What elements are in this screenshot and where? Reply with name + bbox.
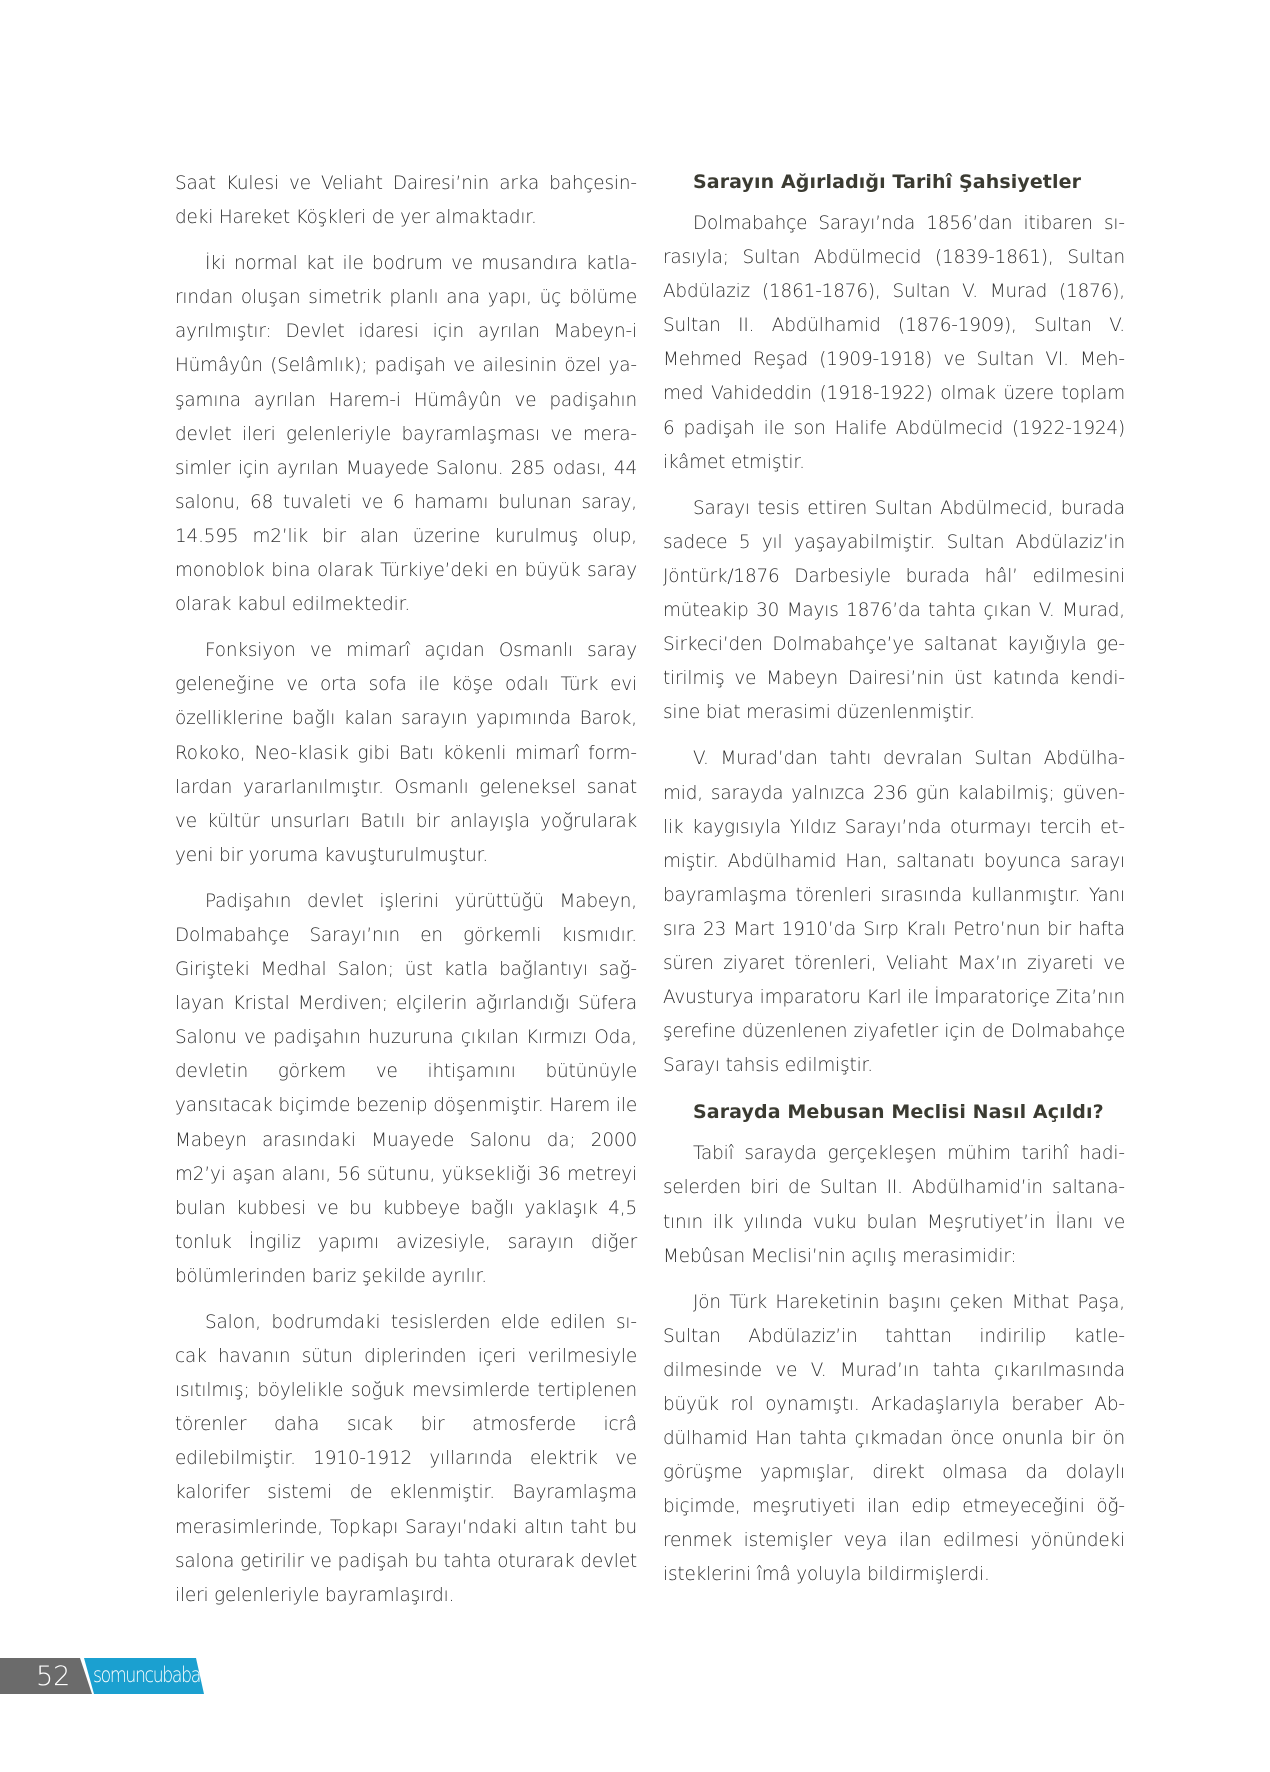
paragraph: Salon, bodrumdaki tesislerden elde edilen sıcak havanın sütun diplerinden içeri verilmesiyle ısıtılmış; böylelikle soğuk mevsimlerde tertiplenen törenler daha sıcak bir atmosferde icrâ edilebilmiştir. 1910-1912 yıllarında elektrik ve kalorifer sistemi de eklenmiştir. Bayramlaşma merasimlerinde, Topkapı Sarayı’ndaki altın taht bu salona getirilir ve padişah bu tahta oturarak devlet ileri gelenleriyle bayramlaşırdı. (175, 1312, 637, 1606)
paragraph: Sarayı tesis ettiren Sultan Abdülmecid, burada sadece 5 yıl yaşayabilmiştir. Sultan Abdülaziz’in Jöntürk/1876 Darbesiyle burada hâl’ edilmesini müteakip 30 Mayıs 1876’da tahta çıkan V. Murad, Sirkeci’den Dolmabahçe’ye saltanat kayığıyla getirilmiş ve Mabeyn Dairesi’nin üst katında kendisine biat merasimi düzenlenmiştir. (663, 497, 1125, 724)
page-number: 52 (36, 1661, 71, 1692)
right-column (663, 167, 1125, 1605)
section-heading: Sarayda Mebusan Meclisi Nasıl Açıldı? (693, 1101, 1104, 1124)
brand-logo-text: somuncubaba (93, 1663, 201, 1687)
section-heading: Sarayın Ağırladığı Tarihî Şahsiyetler (693, 171, 1082, 193)
paragraph: Tabiî sarayda gerçekleşen mühim tarihî hadiselerden biri de Sultan II. Abdülhamid’in saltanatının ilk yılında vuku bulan Meşrutiyet’in İlanı ve Mebûsan Meclisi’nin açılış merasimidir: (663, 1143, 1125, 1267)
paragraph: İki normal kat ile bodrum ve musandıra katlarından oluşan simetrik planlı ana yapı, üç bölüme ayrılmıştır: Devlet idaresi için ayrılan Mabeyn-i Hümâyûn (Selâmlık); padişah ve ailesinin özel yaşamına ayrılan Harem-i Hümâyûn ve padişahın devlet ileri gelenleriyle bayramlaşması ve merasimler için ayrılan Muayede Salonu. 285 odası, 44 salonu, 68 tuvaleti ve 6 hamamı bulunan saray, 14.595 m2’lik bir alan üzerine kurulmuş olup, monoblok bina olarak Türkiye’deki en büyük saray olarak kabul edilmektedir. (175, 253, 637, 616)
paragraph: Padişahın devlet işlerini yürüttüğü Mabeyn, Dolmabahçe Sarayı’nın en görkemli kısmıdır. Girişteki Medhal Salon; üst katla bağlantıyı sağlayan Kristal Merdiven; elçilerin ağırlandığı Süfera Salonu ve padişahın huzuruna çıkılan Kırmızı Oda, devletin görkem ve ihtişamını bütünüyle yansıtacak biçimde bezenip döşenmiştir. Harem ile Mabeyn arasındaki Muayede Salonu da; 2000 m2’yi aşan alanı, 56 sütunu, yüksekliği 36 metreyi bulan kubbesi ve bu kubbeye bağlı yaklaşık 4,5 tonluk İngiliz yapımı avizesiyle, sarayın diğer bölümlerinden bariz şekilde ayrılır. (175, 890, 637, 1287)
page-footer (0, 1658, 210, 1694)
paragraph: Saat Kulesi ve Veliaht Dairesi’nin arka bahçesindeki Hareket Köşkleri de yer almaktadır. (175, 173, 637, 229)
paragraph: Fonksiyon ve mimarî açıdan Osmanlı saray geleneğine ve orta sofa ile köşe odalı Türk evi özelliklerine bağlı kalan sarayın yapımında Barok, Rokoko, Neo-klasik gibi Batı kökenli mimarî formlardan yararlanılmıştır. Osmanlı geleneksel sanat ve kültür unsurları Batılı bir anlayışla yoğrularak yeni bir yoruma kavuşturulmuştur. (175, 640, 637, 866)
left-column (175, 167, 637, 1625)
paragraph: Jön Türk Hareketinin başını çeken Mithat Paşa, Sultan Abdülaziz’in tahttan indirilip katledilmesinde ve V. Murad’ın tahta çıkarılmasında büyük rol oynamıştı. Arkadaşlarıyla beraber Abdülhamid Han tahta çıkmadan önce onunla bir ön görüşme yapmışlar, direkt olmasa da dolaylı biçimde, meşrutiyeti ilan edip etmeyeceğini öğrenmek istemişler veya ilan edilmesi yönündeki isteklerini îmâ yoluyla bildirmişlerdi. (663, 1291, 1125, 1586)
paragraph: V. Murad’dan tahtı devralan Sultan Abdülhamid, sarayda yalnızca 236 gün kalabilmiş; güvenlik kaygısıyla Yıldız Sarayı’nda oturmayı tercih etmiştir. Abdülhamid Han, saltanatı boyunca sarayı bayramlaşma törenleri sırasında kullanmıştır. Yanı sıra 23 Mart 1910’da Sırp Kralı Petro’nun bir hafta süren ziyaret törenleri, Veliaht Max’ın ziyareti ve Avusturya imparatoru Karl ile İmparatoriçe Zita’nın şerefine düzenlenen ziyafetler için de Dolmabahçe Sarayı tahsis edilmiştir. (663, 748, 1125, 1077)
paragraph: Dolmabahçe Sarayı’nda 1856’dan itibaren sırasıyla; Sultan Abdülmecid (1839-1861), Sultan Abdülaziz (1861-1876), Sultan V. Murad (1876), Sultan II. Abdülhamid (1876-1909), Sultan V. Mehmed Reşad (1909-1918) ve Sultan VI. Mehmed Vahideddin (1918-1922) olmak üzere toplam 6 padişah ile son Halife Abdülmecid (1922-1924) ikâmet etmiştir. (663, 213, 1125, 473)
